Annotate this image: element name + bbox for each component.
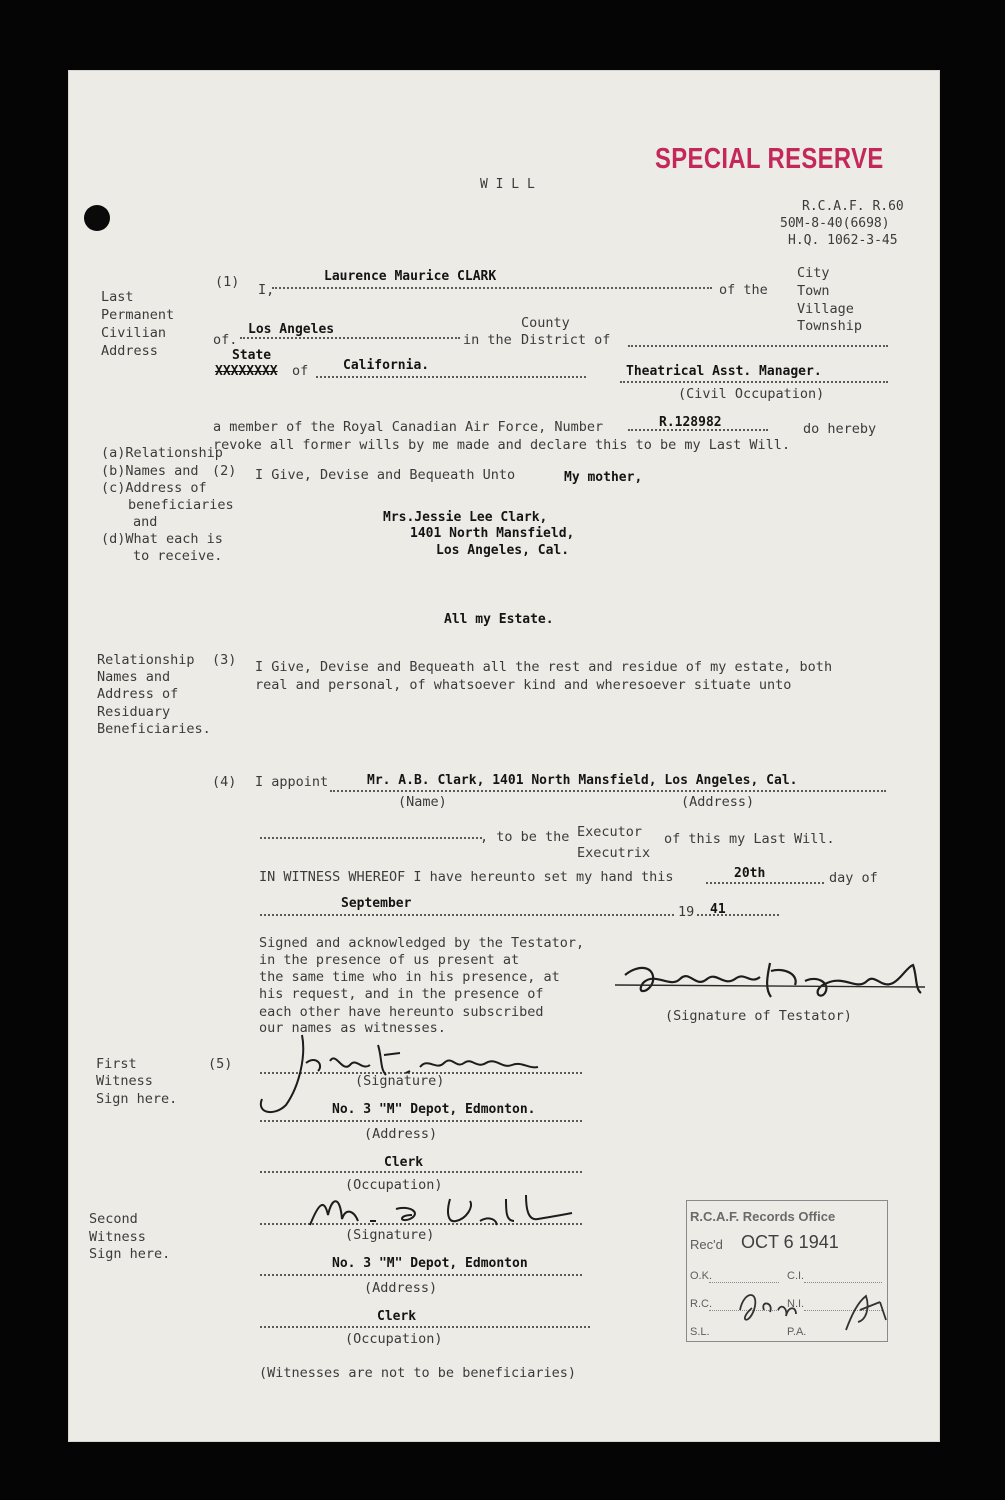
of-state-text: of: [292, 363, 309, 379]
first-witness-address-label: (Address): [364, 1126, 438, 1142]
executor-value: Mr. A.B. Clark, 1401 North Mansfield, Los Angeles, Cal.: [367, 773, 798, 788]
beneficiary-label-5: and: [133, 514, 158, 530]
city-line: [240, 337, 460, 339]
stamp-ok: O.K.: [690, 1270, 713, 1282]
stamp-office: R.C.A.F. Records Office: [690, 1209, 836, 1224]
place-type-village: Village: [797, 301, 854, 317]
district-of-text: District of: [521, 332, 611, 348]
beneficiary-label-4: beneficiaries: [128, 497, 234, 513]
beneficiary-label-3: (c)Address of: [101, 480, 207, 496]
attestation-line-1: Signed and acknowledged by the Testator,: [259, 935, 585, 951]
in-the-text: in the: [463, 332, 512, 348]
name-label: (Name): [398, 794, 447, 810]
appoint-text: I appoint: [255, 774, 329, 790]
second-witness-signature: [300, 1185, 590, 1235]
day-of-text: day of: [829, 870, 878, 886]
residuary-label-3: Address of: [97, 686, 179, 702]
stamp-sl: S.L.: [690, 1326, 710, 1338]
executor-label: Executor: [577, 824, 643, 840]
place-type-city: City: [797, 265, 830, 281]
executrix-label: Executrix: [577, 845, 651, 861]
last-address-label-3: Civilian: [101, 325, 167, 341]
place-type-township: Township: [797, 318, 863, 334]
document-title: W I L L: [480, 177, 535, 192]
stamp-rc: R.C.: [690, 1298, 712, 1310]
month-value: September: [341, 896, 412, 911]
second-witness-address-line: [260, 1274, 582, 1276]
name-line: [272, 287, 712, 289]
place-type-town: Town: [797, 283, 830, 299]
second-witness-label-3: Sign here.: [89, 1246, 171, 1262]
residue-text-line-2: real and personal, of whatsoever kind and wheresoever situate unto: [255, 677, 792, 693]
day-line: [706, 882, 824, 884]
first-witness-occupation-line: [260, 1171, 582, 1173]
last-address-label-1: Last: [101, 289, 134, 305]
residuary-label-5: Beneficiaries.: [97, 721, 211, 737]
occupation-line: [620, 381, 888, 383]
testator-name: Laurence Maurice CLARK: [324, 269, 497, 284]
last-address-label-2: Permanent: [101, 307, 175, 323]
year-value: 41: [710, 902, 726, 917]
stamp-recd-label: Rec'd: [690, 1237, 723, 1252]
special-reserve-stamp: SPECIAL RESERVE: [655, 143, 884, 175]
state-line: [316, 376, 586, 378]
state-value: California.: [343, 358, 430, 373]
first-witness-label-2: Witness: [96, 1073, 153, 1089]
district-line: [628, 345, 888, 347]
civil-occupation-value: Theatrical Asst. Manager.: [626, 364, 822, 379]
section-5-number: (5): [208, 1056, 233, 1072]
section-2-number: (2): [212, 463, 237, 479]
beneficiary-name: Mrs.Jessie Lee Clark,: [383, 510, 548, 525]
stamp-date: OCT 6 1941: [741, 1232, 839, 1252]
testator-signature-label: (Signature of Testator): [665, 1008, 852, 1024]
first-witness-occupation-label: (Occupation): [345, 1177, 443, 1193]
attestation-line-4: his request, and in the presence of: [259, 986, 544, 1002]
residuary-label-2: Names and: [97, 669, 171, 685]
do-hereby-text: do hereby: [803, 421, 877, 437]
province-struck: XXXXXXXX: [215, 364, 278, 379]
last-address-label-4: Address: [101, 343, 158, 359]
section-4-number: (4): [212, 774, 237, 790]
beneficiary-label-7: to receive.: [133, 548, 223, 564]
form-code-line-1: R.C.A.F. R.60: [802, 199, 904, 214]
second-witness-address-label: (Address): [364, 1280, 438, 1296]
first-witness-address: No. 3 "M" Depot, Edmonton.: [332, 1102, 536, 1117]
beneficiary-street: 1401 North Mansfield,: [410, 526, 575, 541]
testator-signature: [595, 945, 935, 1015]
first-witness-occupation: Clerk: [384, 1155, 424, 1170]
attestation-line-6: our names as witnesses.: [259, 1020, 446, 1036]
stamp-pa: P.A.: [787, 1326, 807, 1338]
residuary-label-4: Residuary: [97, 704, 171, 720]
witness-note: (Witnesses are not to be beneficiaries): [259, 1365, 576, 1381]
second-witness-occupation-label: (Occupation): [345, 1331, 443, 1347]
beneficiary-label-1: (a)Relationship: [101, 445, 223, 461]
attestation-line-3: the same time who in his presence, at: [259, 969, 560, 985]
first-witness-label-1: First: [96, 1056, 137, 1072]
first-witness-address-line: [260, 1120, 582, 1122]
executor-extra-line: [260, 837, 482, 839]
of-the-text: of the: [719, 282, 768, 298]
to-be-the-text: , to be the: [480, 829, 570, 845]
attestation-line-2: in the presence of us present at: [259, 952, 520, 968]
of-text: of.: [213, 332, 238, 348]
county-label: County: [521, 315, 570, 331]
residue-text-line-1: I Give, Devise and Bequeath all the rest and residue of my estate, both: [255, 659, 833, 675]
first-witness-label-3: Sign here.: [96, 1091, 178, 1107]
member-text: a member of the Royal Canadian Air Force, Number: [213, 419, 604, 435]
city-value: Los Angeles: [248, 322, 335, 337]
section-1-number: (1): [215, 274, 240, 290]
second-witness-address: No. 3 "M" Depot, Edmonton: [332, 1256, 528, 1271]
first-witness-signature-label: (Signature): [355, 1073, 445, 1089]
month-line: [260, 914, 674, 916]
section-3-number: (3): [212, 652, 237, 668]
punch-hole: [84, 205, 110, 231]
attestation-line-5: each other have hereunto subscribed: [259, 1004, 544, 1020]
stamp-ni: N.I.: [787, 1298, 805, 1310]
residuary-label-1: Relationship: [97, 652, 195, 668]
day-value: 20th: [734, 866, 766, 881]
address-label: (Address): [681, 794, 755, 810]
witness-whereof-text: IN WITNESS WHEREOF I have hereunto set my hand this: [259, 869, 674, 885]
form-code-line-3: H.Q. 1062-3-45: [788, 233, 898, 248]
stamp-ci: C.I.: [787, 1270, 805, 1282]
stamp-initials: [730, 1280, 900, 1340]
second-witness-signature-label: (Signature): [345, 1227, 435, 1243]
second-witness-label-1: Second: [89, 1211, 138, 1227]
bequest-value: All my Estate.: [444, 612, 554, 627]
form-code-line-2: 50M-8-40(6698): [780, 216, 890, 231]
relationship-value: My mother,: [564, 470, 643, 485]
civil-occupation-label: (Civil Occupation): [678, 386, 825, 402]
second-witness-occupation: Clerk: [377, 1309, 417, 1324]
give-text: I Give, Devise and Bequeath Unto: [255, 467, 516, 483]
service-number: R.128982: [659, 415, 722, 430]
second-witness-occupation-line: [260, 1326, 590, 1328]
beneficiary-city: Los Angeles, Cal.: [436, 543, 570, 558]
i-text: I,: [258, 282, 275, 298]
executor-line: [330, 790, 886, 792]
state-label: State: [232, 348, 272, 363]
revoke-text: revoke all former wills by me made and declare this to be my Last Will.: [213, 437, 791, 453]
second-witness-label-2: Witness: [89, 1229, 146, 1245]
year-prefix: 19: [678, 904, 695, 920]
beneficiary-label-6: (d)What each is: [101, 531, 223, 547]
of-will-text: of this my Last Will.: [664, 831, 835, 847]
beneficiary-label-2: (b)Names and: [101, 463, 199, 479]
